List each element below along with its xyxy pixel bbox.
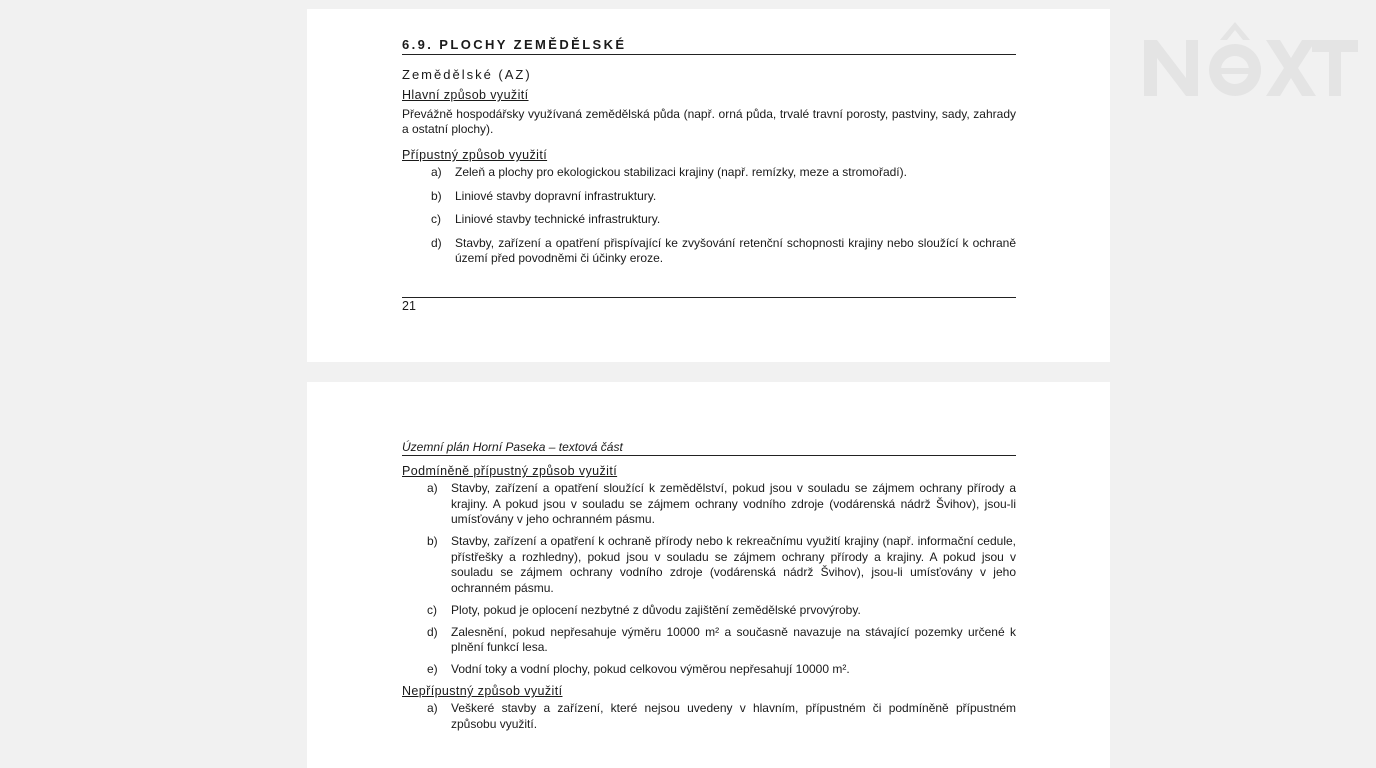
list-marker: a) — [427, 481, 438, 495]
page-content — [402, 440, 1016, 739]
list-item-text: Stavby, zařízení a opatření k ochraně přírody nebo k rekreačnímu využití krajiny (např. informační cedule, přístřešky a rozhledny), pokud jsou v souladu se zájmem ochrany přírody a krajiny. A pokud jsou v souladu se zájmem ochrany vodního zdroje (vodárenská nádrž Švihov), jsou-li umísťovány v jeho ochranném pásmu. — [451, 534, 1016, 595]
list-marker: d) — [431, 235, 442, 250]
list-item — [402, 701, 1016, 732]
list-item — [402, 481, 1016, 528]
list-item — [402, 662, 1016, 678]
list-item-text: Ploty, pokud je oplocení nezbytné z důvodu zajištění zemědělské prvovýroby. — [451, 602, 861, 617]
list-item — [402, 534, 1016, 596]
zone-title: Zemědělské (AZ) — [402, 67, 532, 82]
list-item-text: Liniové stavby dopravní infrastruktury. — [455, 188, 657, 203]
list-item-text: Vodní toky a vodní plochy, pokud celkovou výměrou nepřesahují 10000 m². — [451, 662, 850, 676]
list-marker: c) — [431, 212, 441, 226]
footer-rule — [402, 297, 1016, 298]
running-header: Územní plán Horní Paseka – textová část — [402, 440, 1016, 456]
list-item-text: Veškeré stavby a zařízení, které nejsou uvedeny v hlavním, přípustném či podmíněně přípustném způsobu využití. — [451, 701, 1016, 731]
main-use-text: Převážně hospodářsky využívaná zemědělská půda (např. orná půda, trvalé travní porosty, pastviny, sady, zahrady a ostatní plochy). — [402, 107, 1016, 136]
list-item — [402, 603, 1016, 619]
list-item-text: Stavby, zařízení a opatření přispívající ke zvyšování retenční schopnosti krajiny nebo sloužící k ochraně území před povodněmi či účinky eroze. — [455, 235, 1016, 265]
list-marker: c) — [427, 602, 437, 617]
list-marker: d) — [427, 624, 438, 639]
document-page-21 — [307, 9, 1110, 362]
section-heading: 6.9. PLOCHY ZEMĚDĚLSKÉ — [402, 37, 1016, 55]
list-marker: a) — [427, 701, 438, 715]
conditional-use-heading: Podmíněně přípustný způsob využití — [402, 464, 618, 478]
prohibited-use-heading: Nepřípustný způsob využití — [402, 684, 563, 698]
list-item — [402, 189, 1016, 205]
list-item — [402, 236, 1016, 267]
list-marker: a) — [431, 165, 442, 179]
page-content — [402, 37, 1016, 275]
next-logo-watermark-icon — [1140, 18, 1360, 108]
main-use-heading: Hlavní způsob využití — [402, 88, 529, 102]
list-item-text: Zeleň a plochy pro ekologickou stabilizaci krajiny (např. remízky, meze a stromořadí). — [455, 165, 907, 179]
prohibited-use-list — [402, 701, 1016, 732]
list-marker: b) — [431, 188, 442, 203]
page-number: 21 — [402, 299, 416, 313]
list-item-text: Stavby, zařízení a opatření sloužící k zemědělství, pokud jsou v souladu se zájmem ochrany přírody a krajiny. A pokud jsou v souladu se zájmem ochrany vodního zdroje (vodárenská nádrž Švihov), jsou-li umísťovány v jeho ochranném pásmu. — [451, 481, 1016, 526]
list-marker: e) — [427, 662, 438, 676]
permitted-use-heading: Přípustný způsob využití — [402, 148, 548, 162]
list-item-text: Liniové stavby technické infrastruktury. — [455, 212, 661, 226]
permitted-use-list — [402, 165, 1016, 267]
list-item — [402, 165, 1016, 181]
list-marker: b) — [427, 534, 438, 548]
list-item — [402, 212, 1016, 228]
document-page-22 — [307, 382, 1110, 768]
conditional-use-list — [402, 481, 1016, 678]
list-item-text: Zalesnění, pokud nepřesahuje výměru 10000 m² a současně navazuje na stávající pozemky určené k plnění funkcí lesa. — [451, 624, 1016, 654]
list-item — [402, 625, 1016, 656]
